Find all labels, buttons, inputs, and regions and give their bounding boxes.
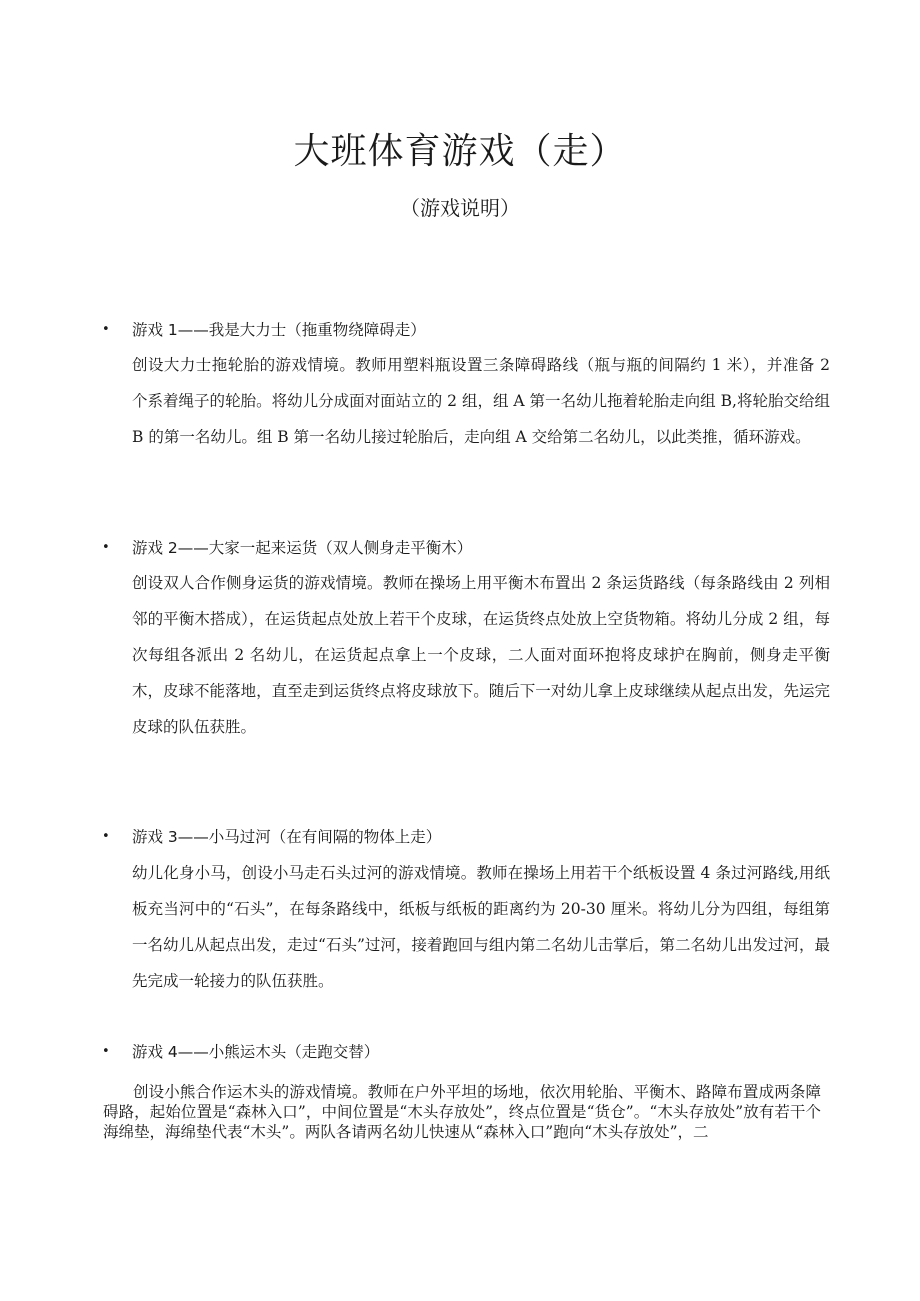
bullet-icon: • [102, 322, 110, 337]
bullet-icon: • [102, 829, 110, 844]
game-heading-text: 游戏 3——小马过河（在有间隔的物体上走） [132, 828, 442, 846]
bullet-icon: • [102, 1044, 110, 1059]
game-description: 创设大力士拖轮胎的游戏情境。教师用塑料瓶设置三条障碍路线（瓶与瓶的间隔约 1 米），并准备 2 个系着绳子的轮胎。将幼儿分成面对面站立的 2 组，组 A 第一名幼儿拖着轮胎走向组 B,将轮胎交给组 B 的第一名幼儿。组 B 第一名幼儿接过轮胎后，走向组 A 交给第二名幼儿，以此类推，循环游戏。 [132, 356, 830, 446]
game-heading-text: 游戏 4——小熊运木头（走跑交替） [132, 1043, 380, 1061]
bullet-icon: • [102, 540, 110, 555]
game-heading [102, 537, 473, 559]
game-description: 幼儿化身小马，创设小马走石头过河的游戏情境。教师在操场上用若干个纸板设置 4 条过河路线,用纸板充当河中的“石头”，在每条路线中，纸板与纸板的距离约为 20-30 厘米。将幼儿分为四组，每组第一名幼儿从起点出发，走过“石头”过河，接着跑回与组内第二名幼儿击掌后，第二名幼儿出发过河，最先完成一轮接力的队伍获胜。 [132, 864, 830, 990]
game-description: 创设双人合作侧身运货的游戏情境。教师在操场上用平衡木布置出 2 条运货路线（每条路线由 2 列相邻的平衡木搭成），在运货起点处放上若干个皮球，在运货终点处放上空货物箱。将幼儿分成 2 组，每次每组各派出 2 名幼儿，在运货起点拿上一个皮球，二人面对面环抱将皮球护在胸前，侧身走平衡木，皮球不能落地，直至走到运货终点将皮球放下。随后下一对幼儿拿上皮球继续从起点出发，先运完皮球的队伍获胜。 [132, 574, 830, 736]
game-heading [102, 826, 442, 848]
document-title: 大班体育游戏（走） [293, 131, 627, 172]
game-heading-text: 游戏 2——大家一起来运货（双人侧身走平衡木） [132, 539, 473, 557]
game-description: 创设小熊合作运木头的游戏情境。教师在户外平坦的场地，依次用轮胎、平衡木、路障布置成两条障碍路，起始位置是“森林入口”，中间位置是“木头存放处”，终点位置是“货仓”。“木头存放处”放有若干个海绵垫，海绵垫代表“木头”。两队各请两名幼儿快速从“森林入口”跑向“木头存放处”，二 [103, 1083, 821, 1141]
game-heading-text: 游戏 1——我是大力士（拖重物绕障碍走） [132, 321, 426, 339]
game-heading [102, 1041, 380, 1063]
document-subtitle: （游戏说明） [400, 196, 520, 220]
game-heading [102, 319, 426, 341]
